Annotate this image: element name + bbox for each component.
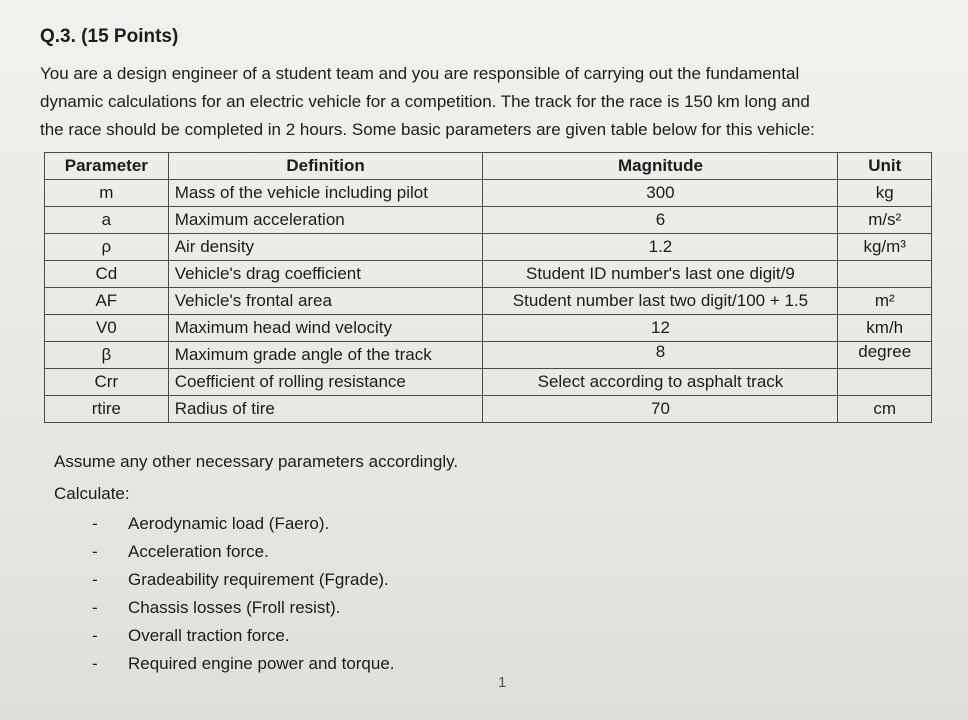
task-text: Gradeability requirement (Fgrade). [128, 570, 389, 589]
table-row [45, 234, 932, 261]
unit-cell: cm [838, 396, 932, 423]
header-magnitude: Magnitude [483, 153, 838, 180]
unit-cell: degree [838, 342, 932, 369]
symbol-cell: β [45, 342, 169, 369]
table-row [45, 342, 932, 369]
table-row [45, 261, 932, 288]
table-header-row [45, 153, 932, 180]
definition-cell: Maximum head wind velocity [168, 315, 483, 342]
parameters-table [44, 152, 932, 423]
symbol-cell: rtire [45, 396, 169, 423]
magnitude-cell: 8 [483, 342, 838, 369]
symbol-cell: Crr [45, 369, 169, 396]
page-number: 1 [498, 674, 507, 691]
bullet-dash: - [92, 626, 98, 645]
table-row [45, 396, 932, 423]
magnitude-cell: 1.2 [483, 234, 838, 261]
bullet-dash: - [92, 514, 98, 533]
bullet-dash: - [92, 598, 98, 617]
task-text: Required engine power and torque. [128, 654, 395, 673]
bullet-dash: - [92, 542, 98, 561]
symbol-cell: ρ [45, 234, 169, 261]
magnitude-cell: 70 [483, 396, 838, 423]
table-row [45, 207, 932, 234]
definition-cell: Air density [168, 234, 483, 261]
magnitude-cell: 6 [483, 207, 838, 234]
definition-cell: Mass of the vehicle including pilot [168, 180, 483, 207]
table-row [45, 315, 932, 342]
paragraph-line: You are a design engineer of a student team and you are responsible of carrying out the fundamental [40, 64, 800, 83]
question-title: Q.3. (15 Points) [40, 26, 179, 47]
definition-cell: Radius of tire [168, 396, 483, 423]
table-row [45, 180, 932, 207]
magnitude-cell: 300 [483, 180, 838, 207]
definition-cell: Maximum grade angle of the track [168, 342, 483, 369]
paragraph-line: dynamic calculations for an electric vehicle for a competition. The track for the race is 150 km long and [40, 92, 810, 111]
magnitude-cell: Select according to asphalt track [483, 369, 838, 396]
task-text: Overall traction force. [128, 626, 290, 645]
symbol-cell: V0 [45, 315, 169, 342]
definition-cell: Coefficient of rolling resistance [168, 369, 483, 396]
header-parameter: Parameter [45, 153, 169, 180]
unit-cell: m/s² [838, 207, 932, 234]
magnitude-cell: Student number last two digit/100 + 1.5 [483, 288, 838, 315]
definition-cell: Maximum acceleration [168, 207, 483, 234]
table-row [45, 369, 932, 396]
unit-cell: kg [838, 180, 932, 207]
task-text: Chassis losses (Froll resist). [128, 598, 341, 617]
symbol-cell: a [45, 207, 169, 234]
unit-cell [838, 369, 932, 396]
table-row [45, 288, 932, 315]
unit-cell: m² [838, 288, 932, 315]
question-paragraph [40, 60, 940, 144]
paragraph-line: the race should be completed in 2 hours. Some basic parameters are given table below for this vehicle: [40, 120, 815, 139]
magnitude-cell: Student ID number's last one digit/9 [483, 261, 838, 288]
list-item [92, 566, 395, 594]
task-text: Acceleration force. [128, 542, 269, 561]
definition-cell: Vehicle's drag coefficient [168, 261, 483, 288]
header-unit: Unit [838, 153, 932, 180]
symbol-cell: m [45, 180, 169, 207]
list-item [92, 594, 395, 622]
list-item [92, 650, 395, 678]
list-item [92, 538, 395, 566]
bullet-dash: - [92, 654, 98, 673]
header-definition: Definition [168, 153, 483, 180]
calculate-label: Calculate: [54, 484, 130, 503]
symbol-cell: Cd [45, 261, 169, 288]
bullet-dash: - [92, 570, 98, 589]
unit-cell: km/h [838, 315, 932, 342]
unit-cell: kg/m³ [838, 234, 932, 261]
symbol-cell: AF [45, 288, 169, 315]
list-item [92, 510, 395, 538]
task-list [92, 510, 395, 678]
task-text: Aerodynamic load (Faero). [128, 514, 330, 533]
list-item [92, 622, 395, 650]
unit-cell [838, 261, 932, 288]
magnitude-cell: 12 [483, 315, 838, 342]
definition-cell: Vehicle's frontal area [168, 288, 483, 315]
assumption-note: Assume any other necessary parameters accordingly. [54, 452, 459, 471]
